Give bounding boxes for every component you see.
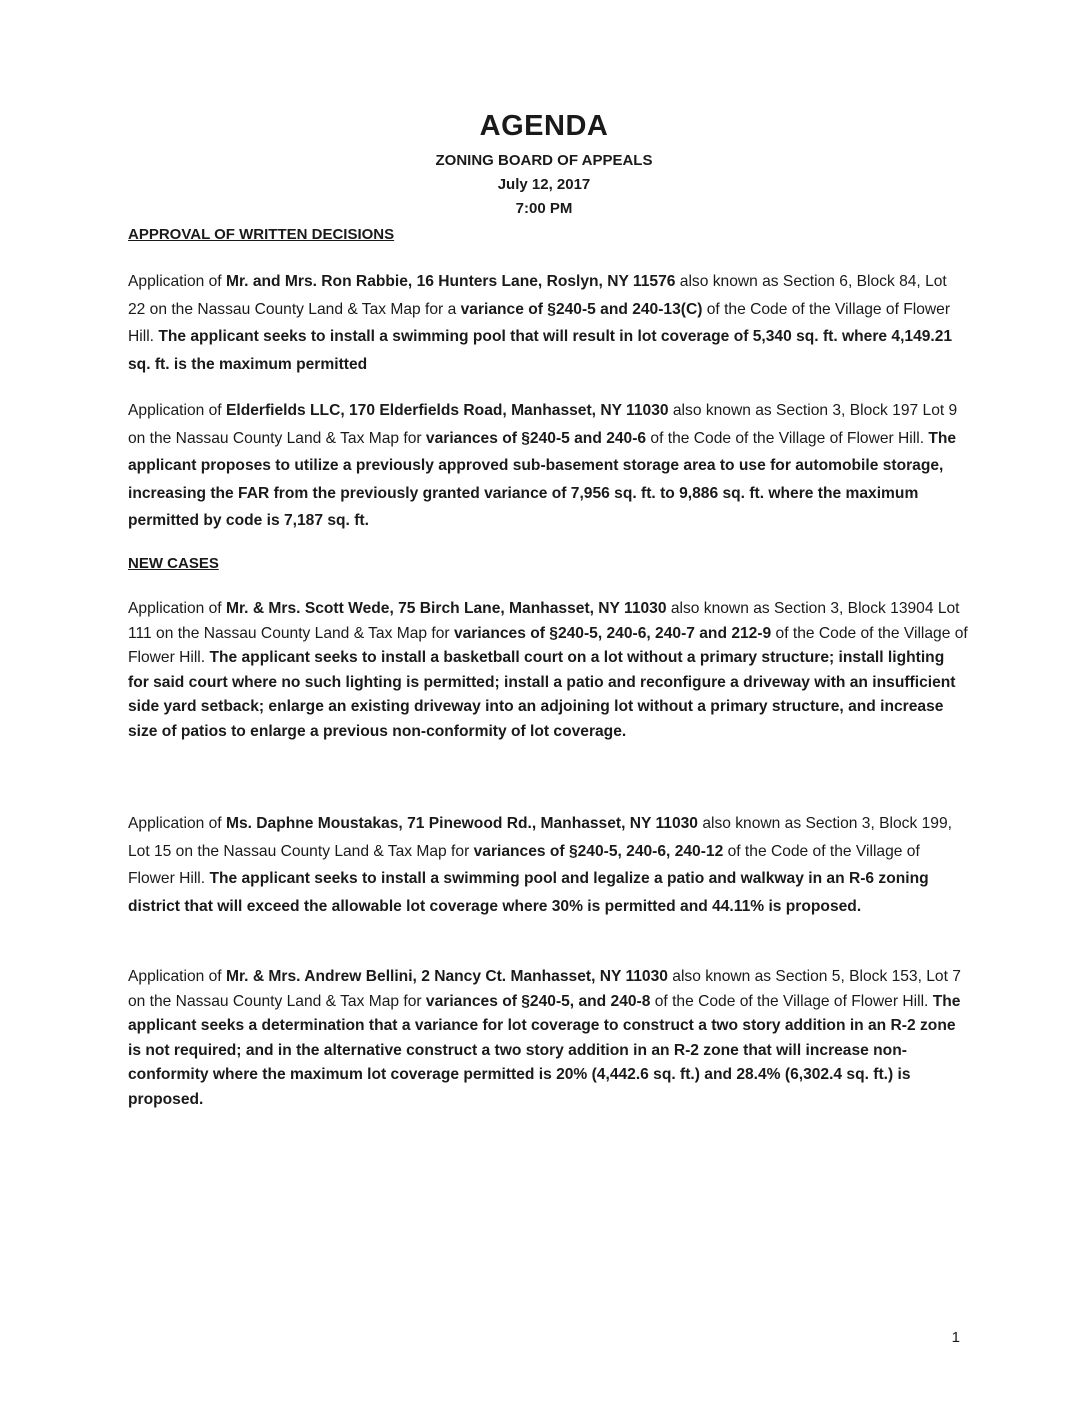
bold-text-segment: The applicant proposes to utilize a previously approved sub-basement storage area to use for automobile storage, increasing the FAR from the previously granted variance of 7,956 sq. ft. to 9,886 sq. ft. where the maximum permitted by code is 7,187 sq. ft. — [128, 429, 957, 529]
board-name: ZONING BOARD OF APPEALS — [435, 152, 653, 169]
new-cases-section-heading: NEW CASES — [128, 555, 219, 572]
text-segment: also known as Section 3, Block 13904 Lot 111 on the Nassau County Land & Tax Map for — [128, 600, 960, 642]
application-paragraph — [128, 268, 968, 378]
approval-section-heading: APPROVAL OF WRITTEN DECISIONS — [128, 226, 395, 243]
text-segment: also known as Section 3, Block 199, Lot 15 on the Nassau County Land & Tax Map for — [128, 815, 952, 860]
text-segment: Application of — [128, 600, 226, 617]
bold-text-segment: Mr. & Mrs. Scott Wede, 75 Birch Lane, Manhasset, NY 11030 — [225, 600, 667, 617]
bold-text-segment: variances of §240-5, 240-6, 240-12 — [473, 842, 724, 860]
bold-text-segment: variances of §240-5, 240-6, 240-7 and 212-9 — [453, 624, 772, 642]
application-paragraph — [128, 810, 968, 920]
meeting-time: 7:00 PM — [515, 200, 573, 217]
page-number: 1 — [951, 1329, 960, 1346]
application-paragraph — [128, 965, 968, 1112]
text-segment: also known as Section 5, Block 153, Lot 7 on the Nassau County Land & Tax Map for — [128, 968, 961, 1010]
bold-text-segment: Mr. & Mrs. Andrew Bellini, 2 Nancy Ct. Manhasset, NY 11030 — [225, 968, 668, 985]
agenda-title: AGENDA — [479, 110, 609, 142]
text-segment: Application of — [128, 273, 226, 290]
bold-text-segment: variances of §240-5 and 240-6 — [425, 429, 647, 447]
bold-text-segment: variance of §240-5 and 240-13(C) — [460, 300, 703, 318]
text-segment: of the Code of the Village of Flower Hill. — [128, 300, 951, 345]
bold-text-segment: The applicant seeks to install a basketball court on a lot without a primary structure; install lighting for said court where no such lighting is permitted; install a patio and reconfigure a driveway with an insufficient side yard setback; enlarge an existing driveway into an adjoining lot without a primary structure, and increase size of patios to enlarge a previous non-conformity of lot coverage. — [128, 649, 956, 740]
meeting-date: July 12, 2017 — [497, 176, 591, 193]
bold-text-segment: variances of §240-5, and 240-8 — [425, 992, 651, 1010]
application-paragraph — [128, 597, 968, 744]
application-paragraph — [128, 397, 968, 535]
text-segment: also known as Section 3, Block 197 Lot 9 on the Nassau County Land & Tax Map for — [128, 402, 958, 447]
bold-text-segment: Elderfields LLC, 170 Elderfields Road, Manhasset, NY 11030 — [225, 402, 669, 419]
text-segment: also known as Section 6, Block 84, Lot 22 on the Nassau County Land & Tax Map for a — [128, 273, 947, 318]
bold-text-segment: The applicant seeks a determination that a variance for lot coverage to construct a two story addition in an R-2 zone is not required; and in the alternative construct a two story addition in an R-2 zone that will increase non-conformity where the maximum lot coverage permitted is 20% (4,442.6 sq. ft.) and 28.4% (6,302.4 sq. ft.) is proposed. — [128, 992, 961, 1108]
text-segment: of the Code of the Village of Flower Hill. — [128, 624, 968, 666]
text-segment: of the Code of the Village of Flower Hill. — [650, 992, 933, 1010]
text-segment: of the Code of the Village of Flower Hill. — [646, 429, 929, 447]
text-segment: Application of — [128, 815, 226, 832]
bold-text-segment: Ms. Daphne Moustakas, 71 Pinewood Rd., Manhasset, NY 11030 — [225, 815, 698, 832]
bold-text-segment: The applicant seeks to install a swimming pool and legalize a patio and walkway in an R-6 zoning district that will exceed the allowable lot coverage where 30% is permitted and 44.11% is proposed. — [128, 870, 929, 915]
text-segment: Application of — [128, 402, 226, 419]
text-segment: of the Code of the Village of Flower Hill. — [128, 842, 920, 887]
text-segment: Application of — [128, 968, 226, 985]
bold-text-segment: The applicant seeks to install a swimming pool that will result in lot coverage of 5,340 sq. ft. where 4,149.21 sq. ft. is the maximum permitted — [128, 328, 953, 373]
bold-text-segment: Mr. and Mrs. Ron Rabbie, 16 Hunters Lane, Roslyn, NY 11576 — [225, 273, 676, 290]
